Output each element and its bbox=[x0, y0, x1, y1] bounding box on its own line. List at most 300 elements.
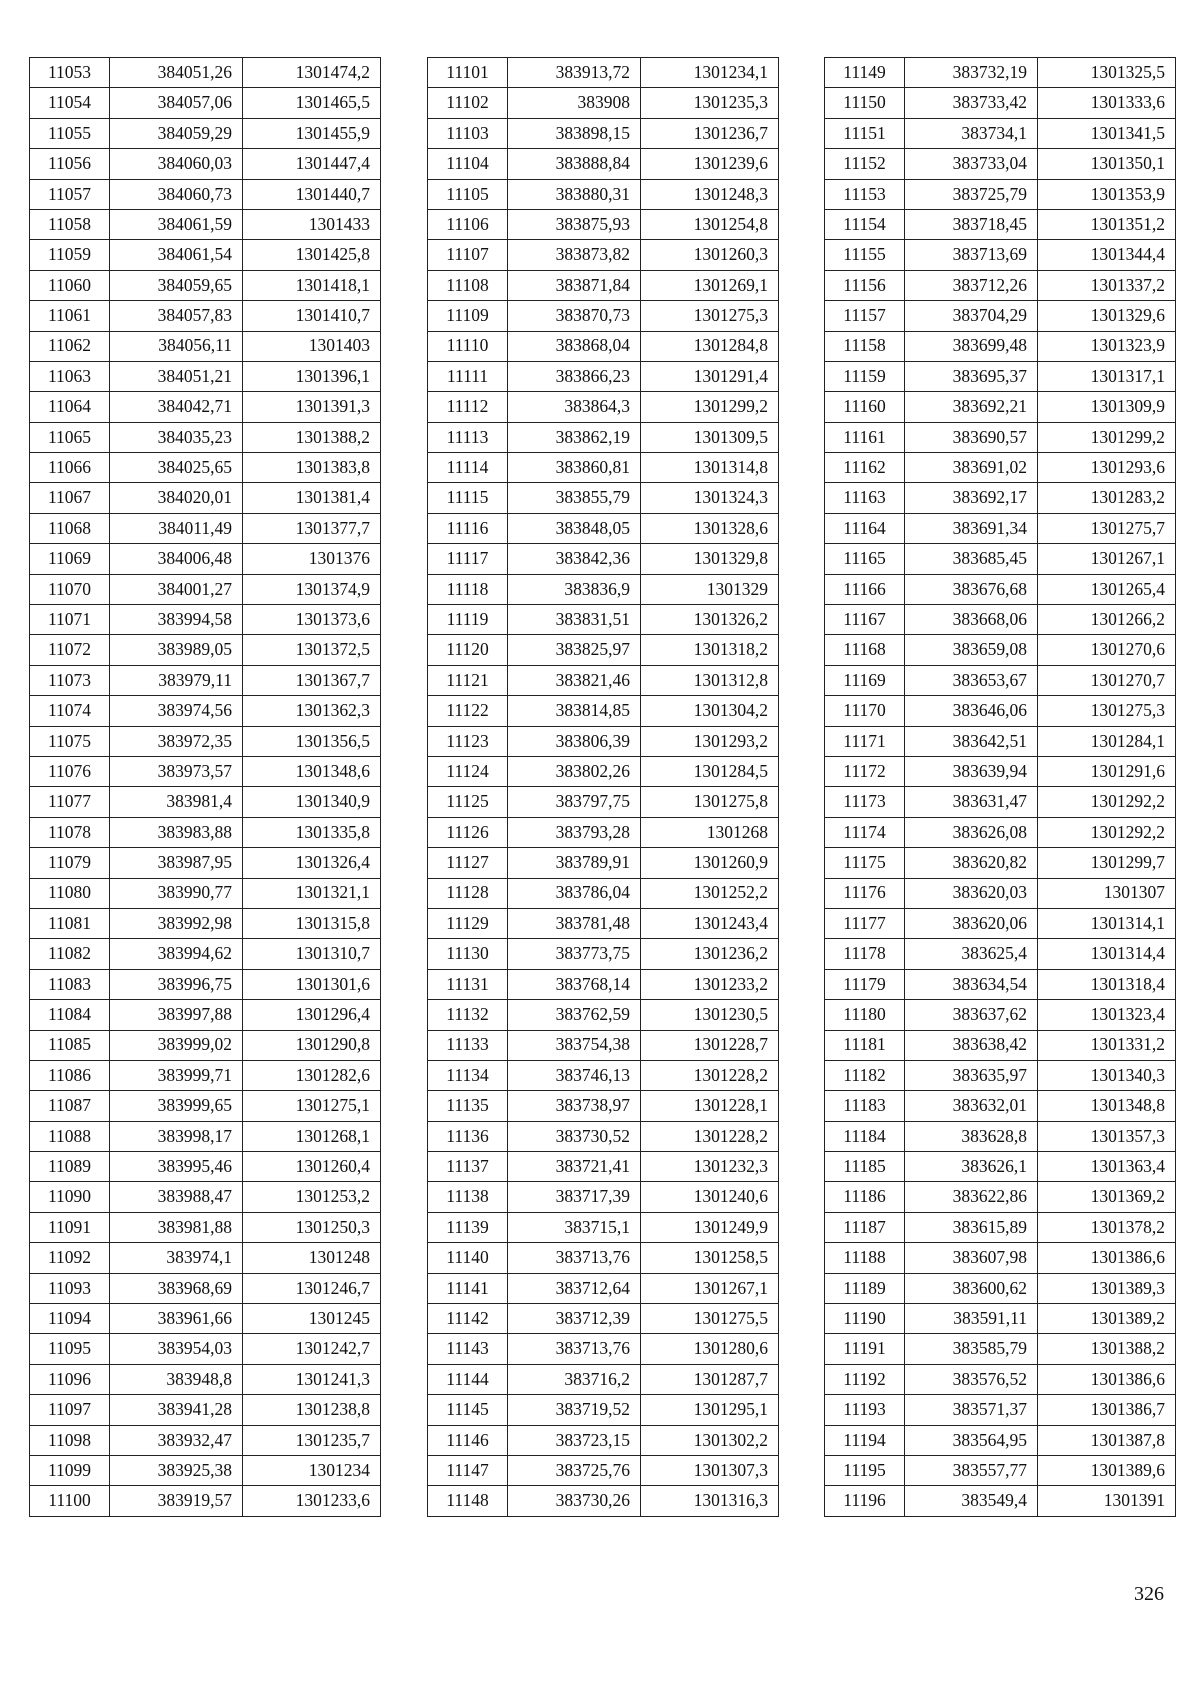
y-coordinate-cell: 1301236,7 bbox=[641, 118, 779, 148]
point-id-cell: 11073 bbox=[30, 665, 110, 695]
point-id-cell: 11125 bbox=[428, 787, 508, 817]
table-row bbox=[428, 483, 779, 513]
y-coordinate-cell: 1301388,2 bbox=[243, 422, 381, 452]
table-row bbox=[825, 544, 1176, 574]
y-coordinate-cell: 1301228,2 bbox=[641, 1060, 779, 1090]
x-coordinate-cell: 383571,37 bbox=[905, 1395, 1038, 1425]
x-coordinate-cell: 383831,51 bbox=[508, 605, 641, 635]
x-coordinate-cell: 384059,65 bbox=[110, 270, 243, 300]
point-id-cell: 11113 bbox=[428, 422, 508, 452]
x-coordinate-cell: 383725,79 bbox=[905, 179, 1038, 209]
x-coordinate-cell: 383988,47 bbox=[110, 1182, 243, 1212]
table-row bbox=[30, 848, 381, 878]
table-row bbox=[30, 1273, 381, 1303]
x-coordinate-cell: 383981,88 bbox=[110, 1212, 243, 1242]
table-row bbox=[30, 1395, 381, 1425]
table-row bbox=[30, 969, 381, 999]
y-coordinate-cell: 1301284,5 bbox=[641, 756, 779, 786]
x-coordinate-cell: 383825,97 bbox=[508, 635, 641, 665]
point-id-cell: 11055 bbox=[30, 118, 110, 148]
point-id-cell: 11163 bbox=[825, 483, 905, 513]
y-coordinate-cell: 1301369,2 bbox=[1038, 1182, 1176, 1212]
y-coordinate-cell: 1301254,8 bbox=[641, 209, 779, 239]
x-coordinate-cell: 383668,06 bbox=[905, 605, 1038, 635]
table-row bbox=[428, 1425, 779, 1455]
y-coordinate-cell: 1301299,2 bbox=[1038, 422, 1176, 452]
y-coordinate-cell: 1301351,2 bbox=[1038, 209, 1176, 239]
y-coordinate-cell: 1301302,2 bbox=[641, 1425, 779, 1455]
point-id-cell: 11123 bbox=[428, 726, 508, 756]
y-coordinate-cell: 1301323,4 bbox=[1038, 1000, 1176, 1030]
y-coordinate-cell: 1301309,5 bbox=[641, 422, 779, 452]
y-coordinate-cell: 1301440,7 bbox=[243, 179, 381, 209]
table-row bbox=[30, 1121, 381, 1151]
x-coordinate-cell: 383712,64 bbox=[508, 1273, 641, 1303]
x-coordinate-cell: 384059,29 bbox=[110, 118, 243, 148]
point-id-cell: 11104 bbox=[428, 149, 508, 179]
x-coordinate-cell: 383585,79 bbox=[905, 1334, 1038, 1364]
x-coordinate-cell: 383713,69 bbox=[905, 240, 1038, 270]
table-row bbox=[825, 1273, 1176, 1303]
table-row bbox=[30, 908, 381, 938]
point-id-cell: 11140 bbox=[428, 1243, 508, 1273]
point-id-cell: 11194 bbox=[825, 1425, 905, 1455]
point-id-cell: 11087 bbox=[30, 1091, 110, 1121]
point-id-cell: 11089 bbox=[30, 1152, 110, 1182]
table-row bbox=[428, 969, 779, 999]
table-row bbox=[428, 1486, 779, 1516]
table-row bbox=[30, 240, 381, 270]
point-id-cell: 11186 bbox=[825, 1182, 905, 1212]
x-coordinate-cell: 383713,76 bbox=[508, 1334, 641, 1364]
y-coordinate-cell: 1301248 bbox=[243, 1243, 381, 1273]
y-coordinate-cell: 1301293,2 bbox=[641, 726, 779, 756]
x-coordinate-cell: 383990,77 bbox=[110, 878, 243, 908]
y-coordinate-cell: 1301312,8 bbox=[641, 665, 779, 695]
table-row bbox=[428, 605, 779, 635]
y-coordinate-cell: 1301391,3 bbox=[243, 392, 381, 422]
y-coordinate-cell: 1301356,5 bbox=[243, 726, 381, 756]
x-coordinate-cell: 383968,69 bbox=[110, 1273, 243, 1303]
x-coordinate-cell: 383620,03 bbox=[905, 878, 1038, 908]
point-id-cell: 11167 bbox=[825, 605, 905, 635]
table-row bbox=[825, 787, 1176, 817]
point-id-cell: 11161 bbox=[825, 422, 905, 452]
y-coordinate-cell: 1301299,7 bbox=[1038, 848, 1176, 878]
y-coordinate-cell: 1301333,6 bbox=[1038, 88, 1176, 118]
x-coordinate-cell: 383591,11 bbox=[905, 1304, 1038, 1334]
y-coordinate-cell: 1301234 bbox=[243, 1455, 381, 1485]
x-coordinate-cell: 384035,23 bbox=[110, 422, 243, 452]
y-coordinate-cell: 1301348,6 bbox=[243, 756, 381, 786]
point-id-cell: 11136 bbox=[428, 1121, 508, 1151]
table-row bbox=[30, 179, 381, 209]
y-coordinate-cell: 1301304,2 bbox=[641, 696, 779, 726]
point-id-cell: 11176 bbox=[825, 878, 905, 908]
y-coordinate-cell: 1301292,2 bbox=[1038, 787, 1176, 817]
point-id-cell: 11068 bbox=[30, 513, 110, 543]
table-row bbox=[428, 1395, 779, 1425]
table-row bbox=[825, 1030, 1176, 1060]
table-row bbox=[428, 1243, 779, 1273]
point-id-cell: 11077 bbox=[30, 787, 110, 817]
y-coordinate-cell: 1301317,1 bbox=[1038, 361, 1176, 391]
point-id-cell: 11145 bbox=[428, 1395, 508, 1425]
point-id-cell: 11129 bbox=[428, 908, 508, 938]
x-coordinate-cell: 383995,46 bbox=[110, 1152, 243, 1182]
table-row bbox=[825, 422, 1176, 452]
table-row bbox=[428, 1091, 779, 1121]
point-id-cell: 11195 bbox=[825, 1455, 905, 1485]
point-id-cell: 11171 bbox=[825, 726, 905, 756]
x-coordinate-cell: 383712,39 bbox=[508, 1304, 641, 1334]
y-coordinate-cell: 1301283,2 bbox=[1038, 483, 1176, 513]
coordinate-table-body bbox=[825, 58, 1176, 1517]
table-row bbox=[30, 1060, 381, 1090]
y-coordinate-cell: 1301275,3 bbox=[641, 301, 779, 331]
table-row bbox=[825, 179, 1176, 209]
x-coordinate-cell: 383762,59 bbox=[508, 1000, 641, 1030]
y-coordinate-cell: 1301447,4 bbox=[243, 149, 381, 179]
point-id-cell: 11080 bbox=[30, 878, 110, 908]
table-row bbox=[428, 422, 779, 452]
point-id-cell: 11090 bbox=[30, 1182, 110, 1212]
point-id-cell: 11116 bbox=[428, 513, 508, 543]
x-coordinate-cell: 383622,86 bbox=[905, 1182, 1038, 1212]
table-row bbox=[30, 513, 381, 543]
y-coordinate-cell: 1301357,3 bbox=[1038, 1121, 1176, 1151]
x-coordinate-cell: 383786,04 bbox=[508, 878, 641, 908]
point-id-cell: 11065 bbox=[30, 422, 110, 452]
x-coordinate-cell: 383781,48 bbox=[508, 908, 641, 938]
y-coordinate-cell: 1301377,7 bbox=[243, 513, 381, 543]
y-coordinate-cell: 1301270,7 bbox=[1038, 665, 1176, 695]
point-id-cell: 11130 bbox=[428, 939, 508, 969]
table-row bbox=[825, 726, 1176, 756]
table-row bbox=[30, 939, 381, 969]
table-row bbox=[825, 1455, 1176, 1485]
x-coordinate-cell: 384025,65 bbox=[110, 453, 243, 483]
x-coordinate-cell: 384061,54 bbox=[110, 240, 243, 270]
x-coordinate-cell: 384057,06 bbox=[110, 88, 243, 118]
x-coordinate-cell: 383875,93 bbox=[508, 209, 641, 239]
y-coordinate-cell: 1301284,1 bbox=[1038, 726, 1176, 756]
y-coordinate-cell: 1301299,2 bbox=[641, 392, 779, 422]
y-coordinate-cell: 1301275,3 bbox=[1038, 696, 1176, 726]
point-id-cell: 11098 bbox=[30, 1425, 110, 1455]
table-row bbox=[825, 270, 1176, 300]
table-row bbox=[30, 756, 381, 786]
y-coordinate-cell: 1301367,7 bbox=[243, 665, 381, 695]
point-id-cell: 11119 bbox=[428, 605, 508, 635]
y-coordinate-cell: 1301250,3 bbox=[243, 1212, 381, 1242]
table-row bbox=[428, 270, 779, 300]
x-coordinate-cell: 383712,26 bbox=[905, 270, 1038, 300]
table-row bbox=[428, 939, 779, 969]
x-coordinate-cell: 383549,4 bbox=[905, 1486, 1038, 1516]
point-id-cell: 11078 bbox=[30, 817, 110, 847]
x-coordinate-cell: 383821,46 bbox=[508, 665, 641, 695]
table-row bbox=[428, 331, 779, 361]
y-coordinate-cell: 1301301,6 bbox=[243, 969, 381, 999]
point-id-cell: 11110 bbox=[428, 331, 508, 361]
point-id-cell: 11133 bbox=[428, 1030, 508, 1060]
x-coordinate-cell: 383691,34 bbox=[905, 513, 1038, 543]
x-coordinate-cell: 383873,82 bbox=[508, 240, 641, 270]
table-row bbox=[428, 240, 779, 270]
x-coordinate-cell: 383646,06 bbox=[905, 696, 1038, 726]
point-id-cell: 11168 bbox=[825, 635, 905, 665]
x-coordinate-cell: 384006,48 bbox=[110, 544, 243, 574]
y-coordinate-cell: 1301340,3 bbox=[1038, 1060, 1176, 1090]
table-row bbox=[428, 696, 779, 726]
y-coordinate-cell: 1301275,5 bbox=[641, 1304, 779, 1334]
table-row bbox=[30, 270, 381, 300]
x-coordinate-cell: 383704,29 bbox=[905, 301, 1038, 331]
y-coordinate-cell: 1301403 bbox=[243, 331, 381, 361]
point-id-cell: 11184 bbox=[825, 1121, 905, 1151]
y-coordinate-cell: 1301344,4 bbox=[1038, 240, 1176, 270]
table-row bbox=[825, 665, 1176, 695]
table-row bbox=[825, 1395, 1176, 1425]
y-coordinate-cell: 1301291,6 bbox=[1038, 756, 1176, 786]
y-coordinate-cell: 1301270,6 bbox=[1038, 635, 1176, 665]
point-id-cell: 11085 bbox=[30, 1030, 110, 1060]
x-coordinate-cell: 383659,08 bbox=[905, 635, 1038, 665]
x-coordinate-cell: 383997,88 bbox=[110, 1000, 243, 1030]
x-coordinate-cell: 383733,42 bbox=[905, 88, 1038, 118]
y-coordinate-cell: 1301248,3 bbox=[641, 179, 779, 209]
x-coordinate-cell: 383576,52 bbox=[905, 1364, 1038, 1394]
y-coordinate-cell: 1301267,1 bbox=[1038, 544, 1176, 574]
point-id-cell: 11097 bbox=[30, 1395, 110, 1425]
table-row bbox=[30, 696, 381, 726]
x-coordinate-cell: 383793,28 bbox=[508, 817, 641, 847]
y-coordinate-cell: 1301391 bbox=[1038, 1486, 1176, 1516]
table-row bbox=[30, 605, 381, 635]
table-row bbox=[30, 88, 381, 118]
x-coordinate-cell: 383989,05 bbox=[110, 635, 243, 665]
y-coordinate-cell: 1301228,7 bbox=[641, 1030, 779, 1060]
table-row bbox=[825, 301, 1176, 331]
table-row bbox=[30, 1000, 381, 1030]
x-coordinate-cell: 383637,62 bbox=[905, 1000, 1038, 1030]
point-id-cell: 11056 bbox=[30, 149, 110, 179]
point-id-cell: 11138 bbox=[428, 1182, 508, 1212]
point-id-cell: 11063 bbox=[30, 361, 110, 391]
y-coordinate-cell: 1301291,4 bbox=[641, 361, 779, 391]
x-coordinate-cell: 383625,4 bbox=[905, 939, 1038, 969]
x-coordinate-cell: 383987,95 bbox=[110, 848, 243, 878]
y-coordinate-cell: 1301340,9 bbox=[243, 787, 381, 817]
point-id-cell: 11076 bbox=[30, 756, 110, 786]
x-coordinate-cell: 383642,51 bbox=[905, 726, 1038, 756]
table-row bbox=[428, 1152, 779, 1182]
y-coordinate-cell: 1301383,8 bbox=[243, 453, 381, 483]
x-coordinate-cell: 383961,66 bbox=[110, 1304, 243, 1334]
y-coordinate-cell: 1301252,2 bbox=[641, 878, 779, 908]
point-id-cell: 11061 bbox=[30, 301, 110, 331]
table-row bbox=[428, 1455, 779, 1485]
y-coordinate-cell: 1301260,4 bbox=[243, 1152, 381, 1182]
x-coordinate-cell: 383768,14 bbox=[508, 969, 641, 999]
coordinate-table-1 bbox=[29, 57, 381, 1517]
y-coordinate-cell: 1301331,2 bbox=[1038, 1030, 1176, 1060]
x-coordinate-cell: 383983,88 bbox=[110, 817, 243, 847]
y-coordinate-cell: 1301295,1 bbox=[641, 1395, 779, 1425]
point-id-cell: 11188 bbox=[825, 1243, 905, 1273]
x-coordinate-cell: 383994,58 bbox=[110, 605, 243, 635]
table-row bbox=[825, 939, 1176, 969]
table-row bbox=[825, 1121, 1176, 1151]
y-coordinate-cell: 1301310,7 bbox=[243, 939, 381, 969]
point-id-cell: 11149 bbox=[825, 58, 905, 88]
y-coordinate-cell: 1301326,4 bbox=[243, 848, 381, 878]
table-row bbox=[30, 1030, 381, 1060]
x-coordinate-cell: 383719,52 bbox=[508, 1395, 641, 1425]
point-id-cell: 11086 bbox=[30, 1060, 110, 1090]
x-coordinate-cell: 384020,01 bbox=[110, 483, 243, 513]
y-coordinate-cell: 1301234,1 bbox=[641, 58, 779, 88]
x-coordinate-cell: 383996,75 bbox=[110, 969, 243, 999]
x-coordinate-cell: 383998,17 bbox=[110, 1121, 243, 1151]
table-row bbox=[30, 1243, 381, 1273]
y-coordinate-cell: 1301228,1 bbox=[641, 1091, 779, 1121]
y-coordinate-cell: 1301318,2 bbox=[641, 635, 779, 665]
y-coordinate-cell: 1301326,2 bbox=[641, 605, 779, 635]
point-id-cell: 11112 bbox=[428, 392, 508, 422]
table-row bbox=[30, 787, 381, 817]
y-coordinate-cell: 1301323,9 bbox=[1038, 331, 1176, 361]
y-coordinate-cell: 1301239,6 bbox=[641, 149, 779, 179]
y-coordinate-cell: 1301425,8 bbox=[243, 240, 381, 270]
point-id-cell: 11118 bbox=[428, 574, 508, 604]
x-coordinate-cell: 383866,23 bbox=[508, 361, 641, 391]
y-coordinate-cell: 1301265,4 bbox=[1038, 574, 1176, 604]
table-row bbox=[30, 1364, 381, 1394]
table-row bbox=[30, 1486, 381, 1516]
y-coordinate-cell: 1301315,8 bbox=[243, 908, 381, 938]
point-id-cell: 11122 bbox=[428, 696, 508, 726]
y-coordinate-cell: 1301293,6 bbox=[1038, 453, 1176, 483]
point-id-cell: 11082 bbox=[30, 939, 110, 969]
point-id-cell: 11182 bbox=[825, 1060, 905, 1090]
point-id-cell: 11165 bbox=[825, 544, 905, 574]
point-id-cell: 11091 bbox=[30, 1212, 110, 1242]
table-row bbox=[428, 179, 779, 209]
y-coordinate-cell: 1301309,9 bbox=[1038, 392, 1176, 422]
x-coordinate-cell: 383797,75 bbox=[508, 787, 641, 817]
point-id-cell: 11146 bbox=[428, 1425, 508, 1455]
table-row bbox=[428, 149, 779, 179]
point-id-cell: 11169 bbox=[825, 665, 905, 695]
y-coordinate-cell: 1301233,6 bbox=[243, 1486, 381, 1516]
point-id-cell: 11114 bbox=[428, 453, 508, 483]
y-coordinate-cell: 1301268 bbox=[641, 817, 779, 847]
table-row bbox=[825, 878, 1176, 908]
table-row bbox=[825, 361, 1176, 391]
y-coordinate-cell: 1301386,7 bbox=[1038, 1395, 1176, 1425]
x-coordinate-cell: 383848,05 bbox=[508, 513, 641, 543]
x-coordinate-cell: 383973,57 bbox=[110, 756, 243, 786]
x-coordinate-cell: 383860,81 bbox=[508, 453, 641, 483]
y-coordinate-cell: 1301269,1 bbox=[641, 270, 779, 300]
y-coordinate-cell: 1301296,4 bbox=[243, 1000, 381, 1030]
point-id-cell: 11135 bbox=[428, 1091, 508, 1121]
x-coordinate-cell: 383898,15 bbox=[508, 118, 641, 148]
table-row bbox=[428, 1304, 779, 1334]
table-row bbox=[428, 544, 779, 574]
point-id-cell: 11060 bbox=[30, 270, 110, 300]
y-coordinate-cell: 1301260,3 bbox=[641, 240, 779, 270]
y-coordinate-cell: 1301236,2 bbox=[641, 939, 779, 969]
table-row bbox=[30, 1455, 381, 1485]
x-coordinate-cell: 383620,82 bbox=[905, 848, 1038, 878]
table-row bbox=[428, 1212, 779, 1242]
point-id-cell: 11072 bbox=[30, 635, 110, 665]
table-row bbox=[428, 574, 779, 604]
y-coordinate-cell: 1301362,3 bbox=[243, 696, 381, 726]
table-row bbox=[30, 574, 381, 604]
y-coordinate-cell: 1301267,1 bbox=[641, 1273, 779, 1303]
x-coordinate-cell: 383730,26 bbox=[508, 1486, 641, 1516]
point-id-cell: 11088 bbox=[30, 1121, 110, 1151]
y-coordinate-cell: 1301280,6 bbox=[641, 1334, 779, 1364]
point-id-cell: 11179 bbox=[825, 969, 905, 999]
point-id-cell: 11053 bbox=[30, 58, 110, 88]
point-id-cell: 11094 bbox=[30, 1304, 110, 1334]
x-coordinate-cell: 383695,37 bbox=[905, 361, 1038, 391]
table-row bbox=[825, 696, 1176, 726]
y-coordinate-cell: 1301246,7 bbox=[243, 1273, 381, 1303]
table-row bbox=[30, 483, 381, 513]
x-coordinate-cell: 383868,04 bbox=[508, 331, 641, 361]
table-row bbox=[825, 848, 1176, 878]
y-coordinate-cell: 1301275,7 bbox=[1038, 513, 1176, 543]
table-row bbox=[825, 483, 1176, 513]
point-id-cell: 11192 bbox=[825, 1364, 905, 1394]
point-id-cell: 11062 bbox=[30, 331, 110, 361]
x-coordinate-cell: 383972,35 bbox=[110, 726, 243, 756]
y-coordinate-cell: 1301307 bbox=[1038, 878, 1176, 908]
x-coordinate-cell: 383925,38 bbox=[110, 1455, 243, 1485]
table-row bbox=[428, 848, 779, 878]
y-coordinate-cell: 1301242,7 bbox=[243, 1334, 381, 1364]
point-id-cell: 11069 bbox=[30, 544, 110, 574]
x-coordinate-cell: 383734,1 bbox=[905, 118, 1038, 148]
point-id-cell: 11066 bbox=[30, 453, 110, 483]
table-row bbox=[30, 1152, 381, 1182]
y-coordinate-cell: 1301233,2 bbox=[641, 969, 779, 999]
y-coordinate-cell: 1301284,8 bbox=[641, 331, 779, 361]
table-row bbox=[428, 301, 779, 331]
y-coordinate-cell: 1301374,9 bbox=[243, 574, 381, 604]
x-coordinate-cell: 384060,73 bbox=[110, 179, 243, 209]
point-id-cell: 11074 bbox=[30, 696, 110, 726]
table-row bbox=[30, 422, 381, 452]
x-coordinate-cell: 383607,98 bbox=[905, 1243, 1038, 1273]
y-coordinate-cell: 1301455,9 bbox=[243, 118, 381, 148]
point-id-cell: 11153 bbox=[825, 179, 905, 209]
point-id-cell: 11170 bbox=[825, 696, 905, 726]
y-coordinate-cell: 1301314,4 bbox=[1038, 939, 1176, 969]
y-coordinate-cell: 1301388,2 bbox=[1038, 1334, 1176, 1364]
point-id-cell: 11132 bbox=[428, 1000, 508, 1030]
x-coordinate-cell: 383941,28 bbox=[110, 1395, 243, 1425]
point-id-cell: 11189 bbox=[825, 1273, 905, 1303]
x-coordinate-cell: 383631,47 bbox=[905, 787, 1038, 817]
point-id-cell: 11193 bbox=[825, 1395, 905, 1425]
